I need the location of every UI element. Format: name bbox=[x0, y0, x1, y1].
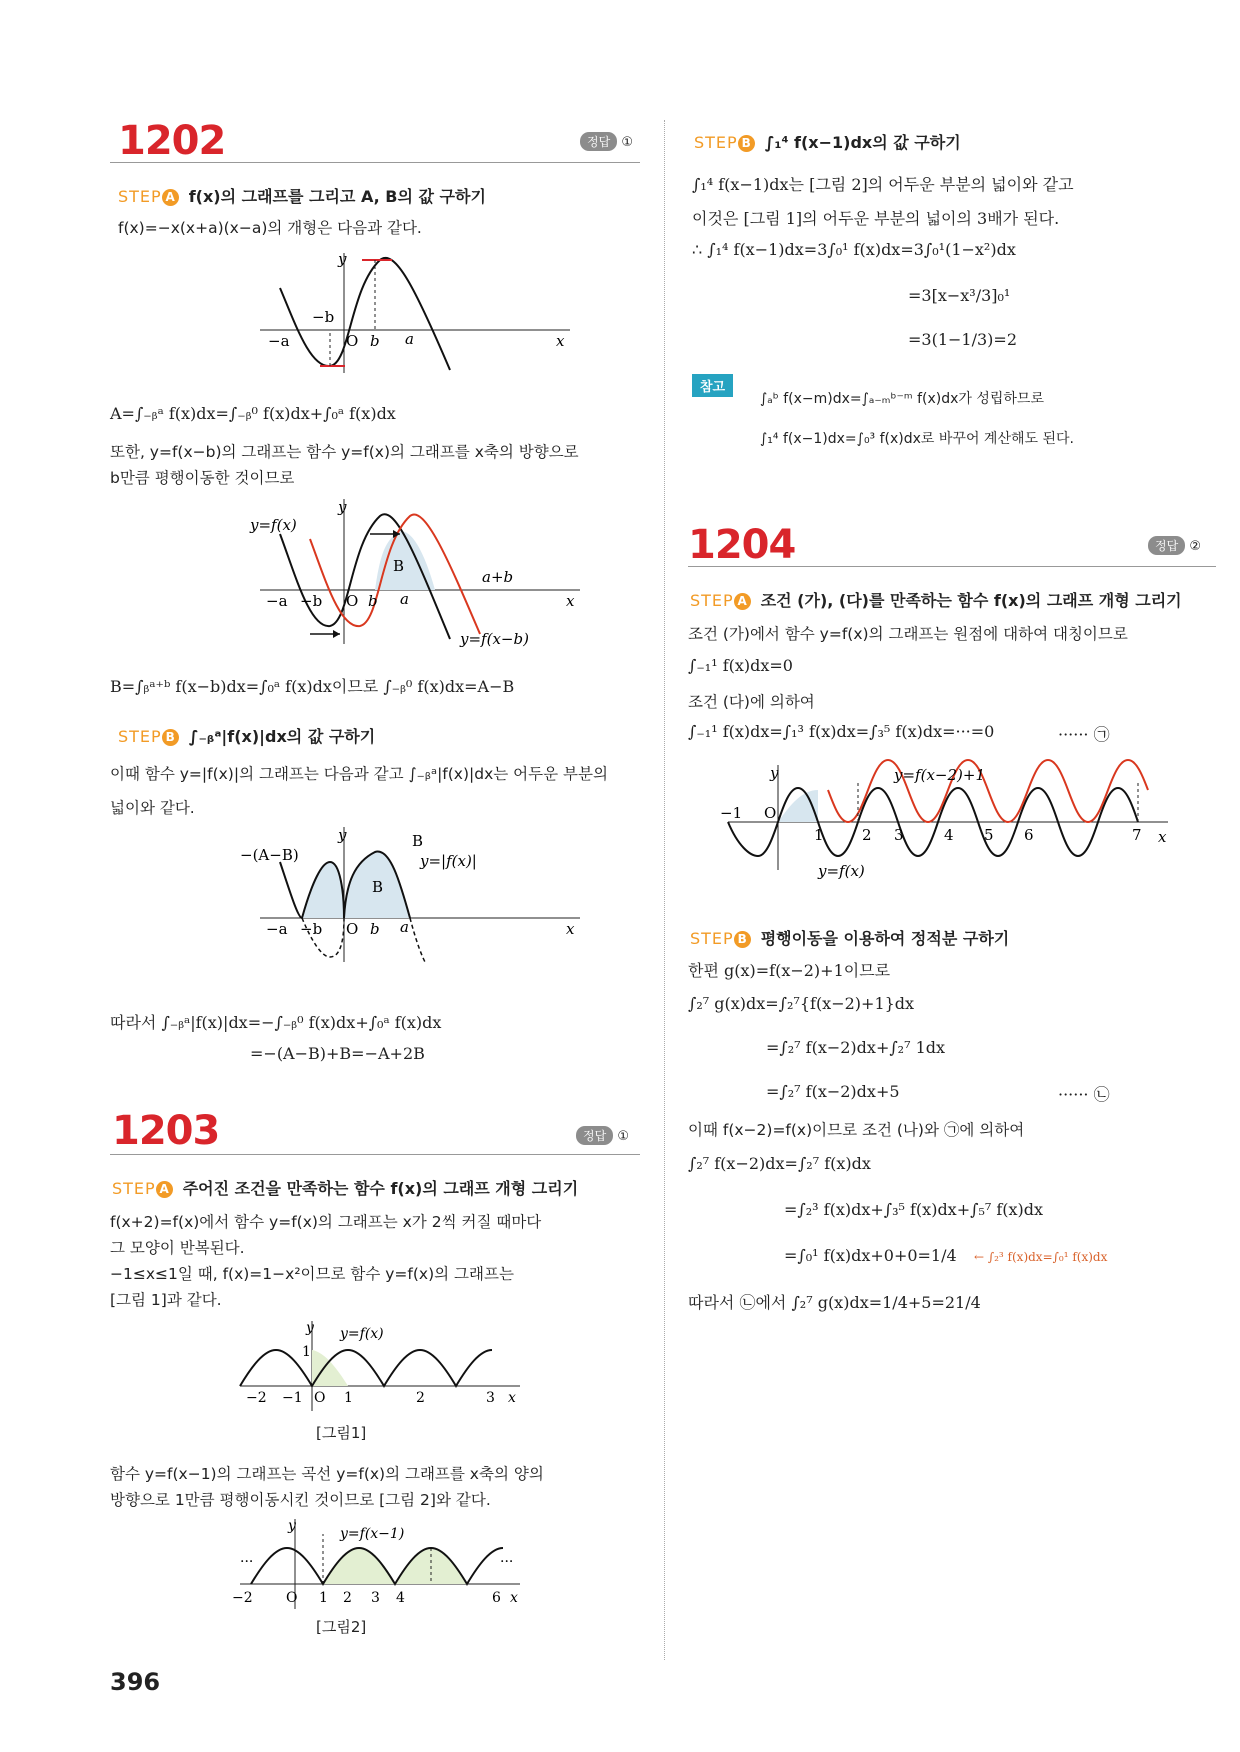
step-word: STEP bbox=[690, 591, 734, 610]
problem-number-1202: 1202 bbox=[118, 118, 226, 164]
tick-label: O bbox=[286, 1590, 298, 1606]
label-a-plus-b: a+b bbox=[482, 568, 514, 586]
axis-y-label: y bbox=[338, 250, 347, 268]
equation-line: ∴ ∫₁⁴ f(x−1)dx=3∫₀¹ f(x)dx=3∫₀¹(1−x²)dx bbox=[692, 240, 1016, 259]
reference-line: ∫₁⁴ f(x−1)dx=∫₀³ f(x)dx로 바꾸어 계산해도 된다. bbox=[760, 431, 1074, 447]
text-line: ∫₁⁴ f(x−1)dx는 [그림 2]의 어두운 부분의 넓이와 같고 bbox=[692, 175, 1074, 194]
text-line: f(x+2)=f(x)에서 함수 y=f(x)의 그래프는 x가 2씩 커질 때마다 bbox=[110, 1213, 542, 1231]
text-line: 함수 y=f(x−1)의 그래프는 곡선 y=f(x)의 그래프를 x축의 양의 bbox=[110, 1465, 544, 1483]
step-word: STEP bbox=[118, 727, 162, 746]
curve-label-fx: y=f(x) bbox=[250, 516, 297, 534]
continuation-dots: ··· bbox=[500, 1554, 514, 1570]
text-line: 이때 함수 y=|f(x)|의 그래프는 다음과 같고 ∫₋ᵦᵃ|f(x)|dx는 어두운 부분의 bbox=[110, 765, 608, 783]
label-B-top: B bbox=[412, 832, 424, 850]
step-letter: A bbox=[734, 593, 751, 610]
step-letter: B bbox=[162, 729, 179, 746]
tick-label: 3 bbox=[371, 1590, 380, 1606]
step-title: f(x)의 그래프를 그리고 A, B의 값 구하기 bbox=[188, 187, 486, 206]
equation-line: =∫₂⁷ f(x−2)dx+∫₂⁷ 1dx bbox=[766, 1038, 946, 1057]
column-divider bbox=[664, 120, 665, 1660]
tick-neg-a: −a bbox=[266, 592, 288, 610]
label-neg-A-minus-B: −(A−B) bbox=[240, 846, 299, 864]
axis-y-label: y bbox=[338, 498, 347, 516]
equation-C2: =−(A−B)+B=−A+2B bbox=[250, 1044, 425, 1063]
figure-1-caption: [그림1] bbox=[316, 1424, 367, 1442]
equation-line: ∫₋₁¹ f(x)dx=0 bbox=[688, 656, 793, 675]
equation-B: B=∫ᵦᵃ⁺ᵇ f(x−b)dx=∫₀ᵃ f(x)dx이므로 ∫₋ᵦ⁰ f(x)dx=A−B bbox=[110, 677, 515, 696]
step-letter: A bbox=[162, 189, 179, 206]
continuation-dots: ··· bbox=[240, 1554, 254, 1570]
text-line: f(x)=−x(x+a)(x−a)의 개형은 다음과 같다. bbox=[118, 219, 422, 237]
tick-neg-b: −b bbox=[300, 920, 323, 938]
tick-label: 1 bbox=[814, 826, 824, 844]
tick-b: b bbox=[370, 332, 380, 350]
axis-y-label: y bbox=[306, 1320, 314, 1336]
text-line: 넓이와 같다. bbox=[110, 799, 195, 817]
curve-label-gx: y=f(x−2)+1 bbox=[894, 766, 985, 784]
answer-label: 정답 bbox=[580, 132, 617, 151]
tick-neg-b: −b bbox=[300, 592, 323, 610]
tick-label: −2 bbox=[232, 1590, 253, 1606]
equation-line: =∫₂⁷ f(x−2)dx+5 bbox=[766, 1082, 900, 1101]
axis-x-label: x bbox=[566, 592, 575, 610]
curve-label-abs-fx: y=|f(x)| bbox=[420, 852, 477, 870]
text-line: 조건 (다)에 의하여 bbox=[688, 693, 815, 711]
text-line: 조건 (가)에서 함수 y=f(x)의 그래프는 원점에 대하여 대칭이므로 bbox=[688, 625, 1128, 643]
tick-a: a bbox=[400, 590, 409, 608]
axis-x-label: x bbox=[1158, 828, 1167, 846]
side-note: ← ∫₂³ f(x)dx=∫₀¹ f(x)dx bbox=[974, 1250, 1108, 1264]
equation-line: ∫₂⁷ g(x)dx=∫₂⁷{f(x−2)+1}dx bbox=[688, 994, 915, 1013]
tick-neg-a: −a bbox=[266, 920, 288, 938]
step-title: 주어진 조건을 만족하는 함수 f(x)의 그래프 개형 그리기 bbox=[182, 1179, 579, 1198]
shifted-graph-2 bbox=[250, 494, 590, 654]
step-a-heading bbox=[690, 588, 1182, 611]
tick-label: 2 bbox=[862, 826, 872, 844]
tick-label: −1 bbox=[720, 804, 743, 822]
tick-label: 3 bbox=[894, 826, 904, 844]
text-line: −1≤x≤1일 때, f(x)=1−x²이므로 함수 y=f(x)의 그래프는 bbox=[110, 1265, 514, 1283]
tick-label: O bbox=[764, 804, 777, 822]
text-line: 방향으로 1만큼 평행이동시킨 것이므로 [그림 2]와 같다. bbox=[110, 1491, 491, 1509]
curve-label-fxb: y=f(x−b) bbox=[460, 630, 529, 648]
reference-line: ∫ₐᵇ f(x−m)dx=∫ₐ₋ₘᵇ⁻ᵐ f(x)dx가 성립하므로 bbox=[760, 391, 1044, 407]
step-letter: B bbox=[738, 135, 755, 152]
step-title: 조건 (가), (다)를 만족하는 함수 f(x)의 그래프 개형 그리기 bbox=[760, 591, 1182, 610]
origin-label: O bbox=[346, 332, 359, 350]
tick-a: a bbox=[400, 918, 409, 936]
answer-badge-1204 bbox=[1148, 536, 1201, 555]
curve-label: y=f(x) bbox=[340, 1326, 384, 1342]
tick-a: a bbox=[405, 330, 414, 348]
tick-label: 6 bbox=[1024, 826, 1034, 844]
tick-label: 2 bbox=[343, 1590, 352, 1606]
answer-label: 정답 bbox=[1148, 536, 1185, 555]
step-title: 평행이동을 이용하여 정적분 구하기 bbox=[760, 929, 1010, 948]
tick-label: 5 bbox=[984, 826, 994, 844]
final-answer-line: 따라서 ㉡에서 ∫₂⁷ g(x)dx=1/4+5=21/4 bbox=[688, 1293, 981, 1312]
text-line: b만큼 평행이동한 것이므로 bbox=[110, 469, 295, 487]
step-word: STEP bbox=[694, 133, 738, 152]
figure-2-graph bbox=[230, 1514, 530, 1610]
answer-value: ① bbox=[617, 1129, 629, 1144]
text-line: 이것은 [그림 1]의 어두운 부분의 넓이의 3배가 된다. bbox=[692, 209, 1060, 228]
step-b-heading bbox=[694, 130, 961, 153]
region-B-label: B bbox=[372, 878, 384, 896]
header-rule bbox=[110, 1154, 640, 1155]
tick-label: 1 bbox=[319, 1590, 328, 1606]
answer-badge-1202 bbox=[580, 132, 633, 151]
tick-neg-a: −a bbox=[268, 332, 290, 350]
equation-marker: ······ ㉠ bbox=[1058, 725, 1110, 744]
header-rule bbox=[110, 162, 640, 163]
figure-1-graph bbox=[230, 1316, 530, 1416]
tick-label: −1 bbox=[282, 1390, 303, 1406]
equation-line: =3[x−x³/3]₀¹ bbox=[908, 286, 1011, 305]
answer-value: ① bbox=[621, 135, 633, 150]
equation-marker: ······ ㉡ bbox=[1058, 1085, 1110, 1104]
cubic-graph-1 bbox=[250, 248, 580, 378]
step-title: ∫₋ᵦᵃ|f(x)|dx의 값 구하기 bbox=[188, 727, 376, 746]
problem-number-1204: 1204 bbox=[688, 522, 796, 568]
curve-label-fx: y=f(x) bbox=[818, 862, 865, 880]
tick-neg-b: −b bbox=[312, 308, 335, 326]
answer-label: 정답 bbox=[576, 1126, 613, 1145]
equation-C1: 따라서 ∫₋ᵦᵃ|f(x)|dx=−∫₋ᵦ⁰ f(x)dx+∫₀ᵃ f(x)dx bbox=[110, 1013, 442, 1032]
periodic-graph bbox=[718, 760, 1178, 890]
tick-label: 6 bbox=[492, 1590, 501, 1606]
axis-x-label: x bbox=[510, 1590, 518, 1606]
answer-badge-1203 bbox=[576, 1126, 629, 1145]
tick-label: −2 bbox=[246, 1390, 267, 1406]
page-number: 396 bbox=[110, 1668, 161, 1696]
text-line: 한편 g(x)=f(x−2)+1이므로 bbox=[688, 961, 891, 980]
figure-2-caption: [그림2] bbox=[316, 1618, 367, 1636]
tick-label: 1 bbox=[344, 1390, 353, 1406]
abs-graph-3 bbox=[240, 822, 590, 972]
tick-b: b bbox=[370, 920, 380, 938]
step-letter: A bbox=[156, 1181, 173, 1198]
step-title: ∫₁⁴ f(x−1)dx의 값 구하기 bbox=[764, 133, 961, 152]
equation-line: ∫₂⁷ f(x−2)dx=∫₂⁷ f(x)dx bbox=[688, 1154, 871, 1173]
equation-line: =∫₂³ f(x)dx+∫₃⁵ f(x)dx+∫₅⁷ f(x)dx bbox=[784, 1200, 1044, 1219]
equation-A: A=∫₋ᵦᵃ f(x)dx=∫₋ᵦ⁰ f(x)dx+∫₀ᵃ f(x)dx bbox=[110, 404, 396, 423]
origin-label: O bbox=[346, 920, 359, 938]
step-b-heading bbox=[690, 926, 1009, 949]
reference-badge: 참고 bbox=[692, 374, 733, 397]
curve-label: y=f(x−1) bbox=[340, 1526, 405, 1542]
origin-label: O bbox=[346, 592, 359, 610]
step-b-heading bbox=[118, 724, 375, 747]
region-B-label: B bbox=[393, 557, 405, 575]
step-letter: B bbox=[734, 931, 751, 948]
axis-x-label: x bbox=[566, 920, 575, 938]
text-line: 그 모양이 반복된다. bbox=[110, 1239, 245, 1257]
problem-number-1203: 1203 bbox=[112, 1108, 220, 1154]
tick-label: 2 bbox=[416, 1390, 425, 1406]
step-word: STEP bbox=[112, 1179, 156, 1198]
text-line: 또한, y=f(x−b)의 그래프는 함수 y=f(x)의 그래프를 x축의 방향으로 bbox=[110, 443, 579, 461]
tick-label: 4 bbox=[396, 1590, 405, 1606]
tick-label: 7 bbox=[1132, 826, 1142, 844]
tick-y-one: 1 bbox=[302, 1344, 311, 1360]
tick-label: O bbox=[314, 1390, 326, 1406]
tick-b: b bbox=[368, 592, 378, 610]
text-line: [그림 1]과 같다. bbox=[110, 1291, 222, 1309]
axis-y-label: y bbox=[770, 764, 779, 782]
axis-x-label: x bbox=[556, 332, 565, 350]
equation-line: ∫₋₁¹ f(x)dx=∫₁³ f(x)dx=∫₃⁵ f(x)dx=···=0 bbox=[688, 722, 995, 741]
text-line: 이때 f(x−2)=f(x)이므로 조건 (나)와 ㉠에 의하여 bbox=[688, 1121, 1025, 1139]
equation-line: =3(1−1/3)=2 bbox=[908, 330, 1017, 349]
axis-x-label: x bbox=[508, 1390, 516, 1406]
step-word: STEP bbox=[118, 187, 162, 206]
axis-y-label: y bbox=[288, 1518, 296, 1534]
header-rule bbox=[688, 566, 1216, 567]
tick-label: 3 bbox=[486, 1390, 495, 1406]
step-word: STEP bbox=[690, 929, 734, 948]
step-a-heading bbox=[118, 184, 486, 207]
axis-y-label: y bbox=[338, 826, 347, 844]
equation-line: =∫₀¹ f(x)dx+0+0=1/4 bbox=[784, 1246, 957, 1265]
tick-label: 4 bbox=[944, 826, 954, 844]
step-a-heading bbox=[112, 1176, 578, 1199]
answer-value: ② bbox=[1189, 539, 1201, 554]
